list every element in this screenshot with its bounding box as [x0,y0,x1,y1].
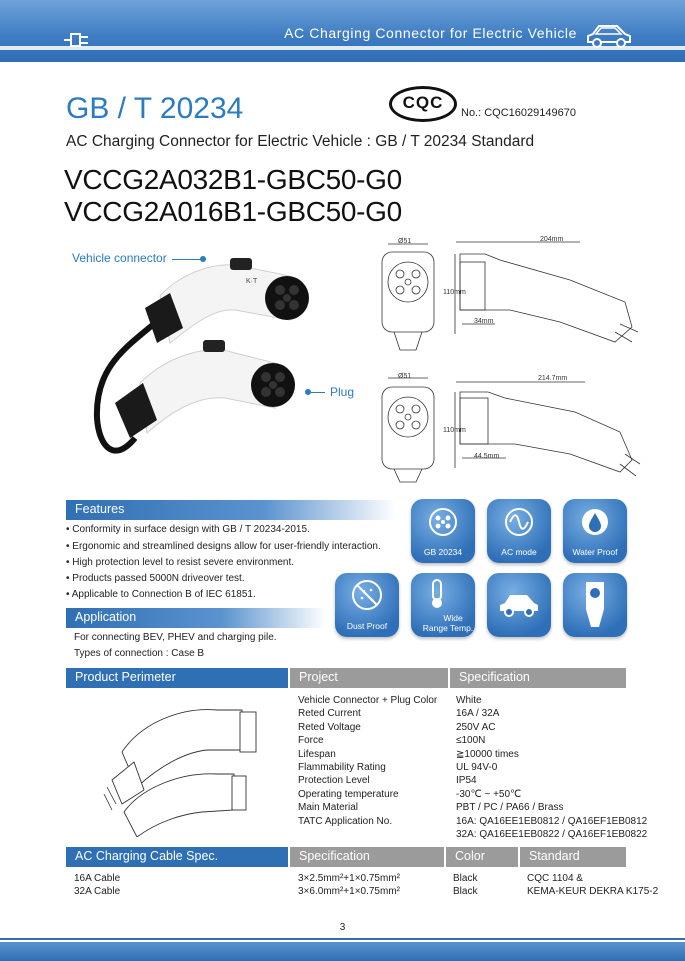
cable-heading-bar [66,847,288,867]
table-row: Protection Level [298,775,370,787]
page-header [0,0,685,62]
table-row: Reted Voltage [298,721,361,733]
table-row: 16A Cable [74,873,121,884]
features-heading-bar [66,500,396,520]
table-row: IP54 [456,775,477,787]
header-title: AC Charging Connector for Electric Vehicle [284,25,577,41]
table-row: ≧10000 times [456,748,519,760]
page-footer [0,942,685,961]
table-row: 16A / 32A [456,708,500,720]
table-row: 16A: QA16EE1EB0812 / QA16EF1EB0812 [456,815,648,827]
table-row: Flammability Rating [298,762,386,774]
table-row: PBT / PC / PA66 / Brass [456,802,564,814]
dim-front-dia-bottom: Ø51 [398,373,412,380]
feature-item: • Products passed 5000N driveover test. [66,573,245,584]
footer-line [0,938,685,940]
feature-item: • Ergonomic and streamlined designs allow for user-friendly interaction. [66,541,381,552]
wide-range-temp-icon: Wide Range Temp. [411,573,475,637]
brand-mark: K·T [246,278,258,285]
table-row: White [456,695,482,706]
table-row: Operating temperature [298,788,399,800]
cable-standard-header: Standard [520,847,626,867]
table-row: 3×6.0mm²+1×0.75mm² [298,886,400,898]
dust-proof-icon: Dust Proof [335,573,399,637]
model-number-1: VCCG2A032B1-GBC50-G0 [64,164,402,195]
gb20234-icon: GB 20234 [411,499,475,563]
vehicle-connector-label: Vehicle connector [72,251,167,265]
plug-label: Plug [330,385,355,399]
cable-color-list [453,872,477,899]
subtitle: AC Charging Connector for Electric Vehicle : GB / T 20234 Standard [66,133,535,150]
cable-color-header: Color [446,847,518,867]
table-row: Reted Current [298,708,361,720]
table-row: Main Material [298,802,359,814]
car-icon [585,20,633,50]
application-heading-bar [66,608,326,628]
perimeter-heading: Product Perimeter [75,670,176,684]
ac-mode-icon: AC mode [487,499,551,563]
table-row: 32A Cable [74,886,121,898]
dim-height-bottom: 110mm [443,427,466,434]
table-row: Black [453,873,478,884]
perimeter-heading-bar [66,668,288,688]
cable-heading: AC Charging Cable Spec. [75,849,219,863]
table-row: Lifespan [298,748,336,760]
cqc-logo: CQC [389,86,457,122]
callout-line [311,392,325,393]
perimeter-spec-list [456,694,647,841]
dim-length-top: 204mm [540,236,564,243]
table-row: -30℃ ~ +50℃ [456,788,522,800]
perimeter-project-header: Project [290,668,448,688]
technical-drawings [370,232,660,492]
dim-length-bottom: 214.7mm [538,375,568,382]
product-photo [85,248,325,498]
cert-number: No.: CQC16029149670 [461,107,576,119]
cable-standard-list [527,872,658,899]
feature-item: • High protection level to resist severe environment. [66,557,295,568]
feature-item: • Applicable to Connection B of IEC 61851. [66,589,256,600]
table-row: Vehicle Connector + Plug Color [298,695,438,706]
perimeter-project-list [298,694,437,828]
table-row: 32A: QA16EE1EB0822 / QA16EF1EB0822 [456,829,648,841]
cable-spec-header: Specification [290,847,444,867]
cable-spec-list [298,872,400,899]
table-row: TATC Application No. [298,815,393,827]
application-line: Types of connection : Case B [74,648,205,659]
table-row: KEMA-KEUR DEKRA K175-2 [527,886,659,898]
table-row: Black [453,886,478,898]
model-number-2: VCCG2A016B1-GBC50-G0 [64,196,402,227]
table-row: 3×2.5mm²+1×0.75mm² [298,873,400,884]
dim-height-top: 110mm [443,289,466,296]
table-row: Force [298,735,324,747]
perimeter-spec-header: Specification [450,668,626,688]
application-heading: Application [75,610,137,624]
callout-line [172,259,202,260]
table-row: CQC 1104 & [527,873,583,884]
dim-front-dia-top: Ø51 [398,238,412,245]
standard-title: GB / T 20234 [66,92,244,125]
table-row: ≤100N [456,735,486,747]
water-proof-icon: Water Proof [563,499,627,563]
features-heading: Features [75,502,125,516]
feature-item: • Conformity in surface design with GB / T 20234-2015. [66,524,310,535]
table-row: 250V AC [456,721,496,733]
dim-offset-bottom: 44.5mm [474,453,500,460]
table-row: UL 94V-0 [456,762,498,774]
dim-offset-top: 34mm [474,318,494,325]
page-number: 3 [339,922,346,933]
application-line: For connecting BEV, PHEV and charging pile. [74,632,277,643]
connector-icon [563,573,627,637]
product-line-drawing [102,692,292,837]
car-icon [487,573,551,637]
cable-name-list [74,872,120,899]
callout-dot [200,256,206,262]
